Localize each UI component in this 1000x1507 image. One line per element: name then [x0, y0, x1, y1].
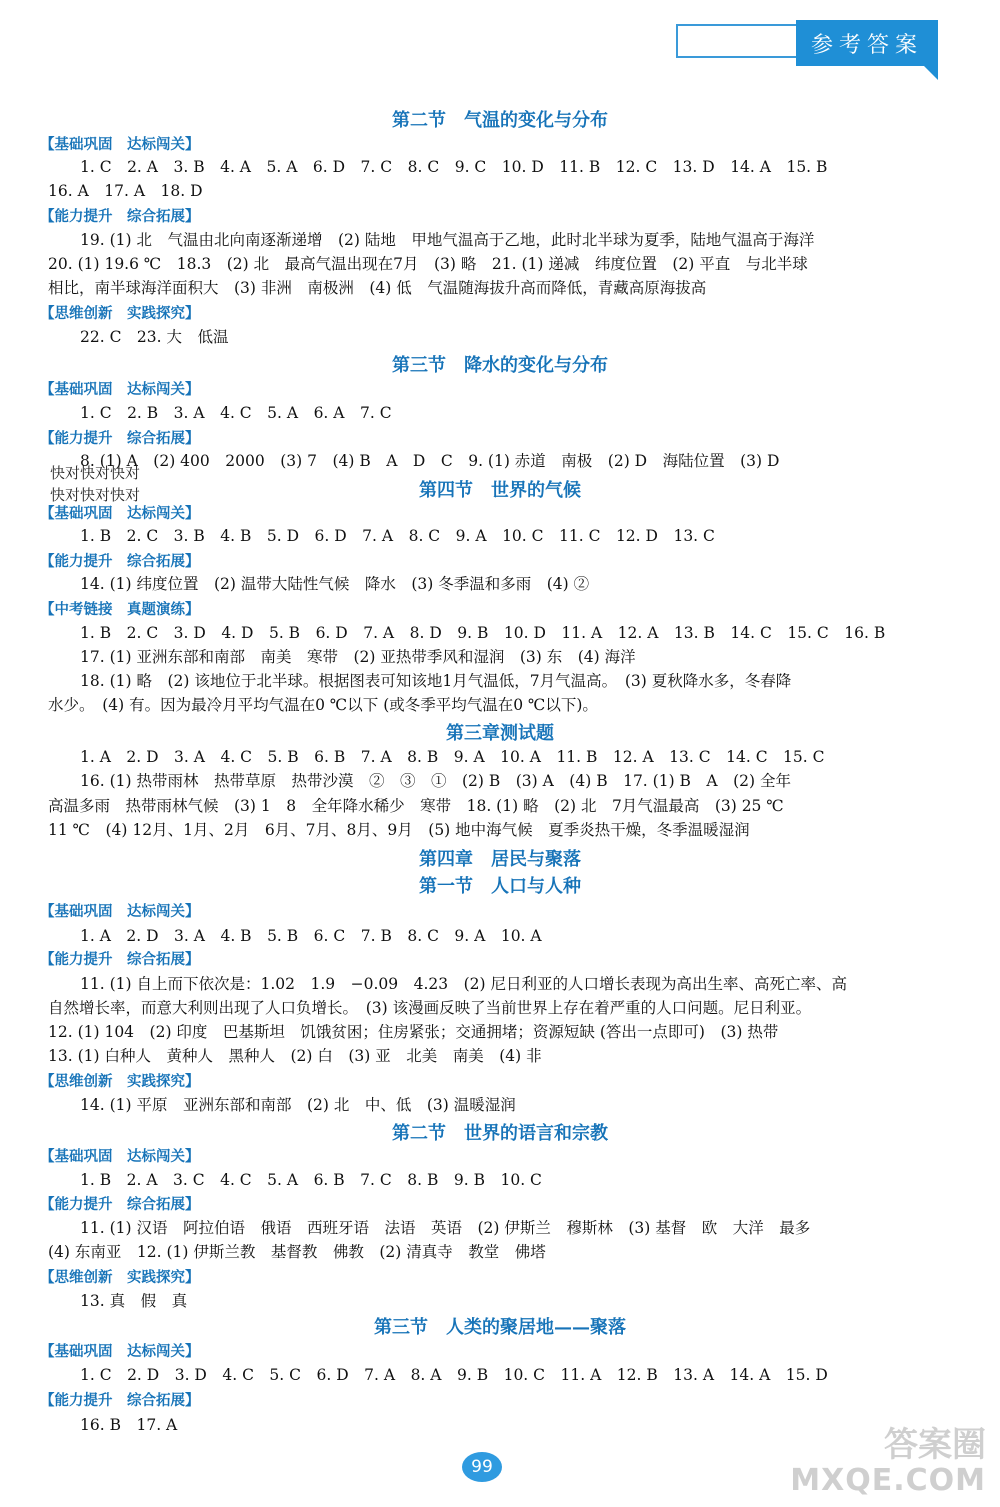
answer-line: 16. (1) 热带雨林 热带草原 热带沙漠 ② ③ ① (2) B (3) A (4) B 17. (1) B A (2) 全年	[80, 772, 792, 790]
section-tag: 【能力提升 综合拓展】	[40, 1197, 200, 1213]
answer-line: 1. B 2. C 3. B 4. B 5. D 6. D 7. A 8. C 9. A 10. C 11. C 12. D 13. C	[80, 527, 715, 545]
answer-line: 1. A 2. D 3. A 4. B 5. B 6. C 7. B 8. C 9. A 10. A	[80, 927, 542, 945]
handwritten-scribble: 快对快对快对 快对快对快对	[50, 464, 141, 504]
site-watermark	[790, 1427, 986, 1499]
answer-line: 16. A 17. A 18. D	[48, 182, 203, 200]
answer-line: 20. (1) 19.6 ℃ 18.3 (2) 北 最高气温出现在7月 (3) 略 21. (1) 递减 纬度位置 (2) 平直 与北半球	[48, 255, 808, 273]
answer-line: 13. (1) 白种人 黄种人 黑种人 (2) 白 (3) 亚 北美 南美 (4) 非	[48, 1047, 542, 1065]
answer-line: 14. (1) 纬度位置 (2) 温带大陆性气候 降水 (3) 冬季温和多雨 (4) ②	[80, 575, 590, 593]
answer-line: 13. 真 假 真	[80, 1292, 188, 1310]
section-tag: 【思维创新 实践探究】	[40, 1074, 200, 1090]
answer-line: 1. A 2. D 3. A 4. C 5. B 6. B 7. A 8. B 9. A 10. A 11. B 12. A 13. C 14. C 15. C	[80, 748, 825, 766]
answer-key-badge: 参考答案	[796, 20, 938, 66]
section-tag: 【能力提升 综合拓展】	[40, 431, 200, 447]
answer-line: 1. B 2. C 3. D 4. D 5. B 6. D 7. A 8. D 9. B 10. D 11. A 12. A 13. B 14. C 15. C 16. B	[80, 624, 886, 642]
page-number: 99	[462, 1452, 502, 1482]
answer-line: 1. C 2. D 3. D 4. C 5. C 6. D 7. A 8. A 9. B 10. C 11. A 12. B 13. A 14. A 15. D	[80, 1366, 828, 1384]
section-title: 第三节 人类的聚居地——聚落	[374, 1317, 626, 1338]
answer-line: 19. (1) 北 气温由北向南逐渐递增 (2) 陆地 甲地气温高于乙地，此时北半球为夏季，陆地气温高于海洋	[80, 231, 815, 249]
answer-line: 16. B 17. A	[80, 1416, 178, 1434]
section-title: 第二节 世界的语言和宗教	[392, 1123, 608, 1144]
answer-line: 11 ℃ (4) 12月、1月、2月 6月、7月、8月、9月 (5) 地中海气候 夏季炎热干燥，冬季温暖湿润	[48, 821, 750, 839]
answer-line: 14. (1) 平原 亚洲东部和南部 (2) 北 中、低 (3) 温暖湿润	[80, 1096, 516, 1114]
answer-line: 高温多雨 热带雨林气候 (3) 1 8 全年降水稀少 寒带 18. (1) 略 (2) 北 7月气温最高 (3) 25 ℃	[48, 797, 784, 815]
section-tag: 【思维创新 实践探究】	[40, 1270, 200, 1286]
answer-line: 17. (1) 亚洲东部和南部 南美 寒带 (2) 亚热带季风和湿润 (3) 东 (4) 海洋	[80, 648, 636, 666]
answer-line: 自然增长率，而意大利则出现了人口负增长。 (3) 该漫画反映了当前世界上存在着严重的人口问题。尼日利亚。	[48, 999, 812, 1017]
section-title: 第三章测试题	[446, 723, 554, 744]
section-tag: 【基础巩固 达标闯关】	[40, 382, 200, 398]
section-title: 第四节 世界的气候	[419, 480, 581, 501]
section-tag: 【能力提升 综合拓展】	[40, 554, 200, 570]
watermark-logo-text: 答案圈	[884, 1425, 986, 1465]
answer-line: 1. C 2. B 3. A 4. C 5. A 6. A 7. C	[80, 404, 392, 422]
answer-line: 22. C 23. 大 低温	[80, 328, 229, 346]
section-title: 第一节 人口与人种	[419, 876, 581, 897]
answer-line: 相比，南半球海洋面积大 (3) 非洲 南极洲 (4) 低 气温随海拔升高而降低，青藏高原海拔高	[48, 279, 707, 297]
badge-corner-decoration	[922, 64, 938, 80]
section-tag: 【基础巩固 达标闯关】	[40, 1149, 200, 1165]
section-tag: 【基础巩固 达标闯关】	[40, 506, 200, 522]
section-tag: 【基础巩固 达标闯关】	[40, 904, 200, 920]
answer-line: 1. B 2. A 3. C 4. C 5. A 6. B 7. C 8. B 9. B 10. C	[80, 1171, 542, 1189]
section-tag: 【思维创新 实践探究】	[40, 306, 200, 322]
section-title: 第三节 降水的变化与分布	[392, 355, 608, 376]
section-title: 第二节 气温的变化与分布	[392, 110, 608, 131]
section-tag: 【基础巩固 达标闯关】	[40, 137, 200, 153]
answer-line: 水少。 (4) 有。因为最冷月平均气温在0 ℃以下 (或冬季平均气温在0 ℃以下)。	[48, 696, 598, 714]
section-tag: 【基础巩固 达标闯关】	[40, 1344, 200, 1360]
answer-line: 12. (1) 104 (2) 印度 巴基斯坦 饥饿贫困；住房紧张；交通拥堵；资源短缺 (答出一点即可) (3) 热带	[48, 1023, 779, 1041]
answer-line: 11. (1) 自上而下依次是：1.02 1.9 −0.09 4.23 (2) 尼日利亚的人口增长表现为高出生率、高死亡率、高	[80, 975, 848, 993]
section-tag: 【能力提升 综合拓展】	[40, 209, 200, 225]
chapter-title: 第四章 居民与聚落	[419, 849, 581, 870]
section-tag: 【中考链接 真题演练】	[40, 602, 200, 618]
answer-line: (4) 东南亚 12. (1) 伊斯兰教 基督教 佛教 (2) 清真寺 教堂 佛塔	[48, 1243, 546, 1261]
answer-line: 18. (1) 略 (2) 该地位于北半球。根据图表可知该地1月气温低，7月气温高。 (3) 夏秋降水多，冬春降	[80, 672, 792, 690]
header-frame	[676, 24, 798, 58]
watermark-url: MXQE.COM	[790, 1463, 986, 1498]
section-tag: 【能力提升 综合拓展】	[40, 1393, 200, 1409]
answer-line: 11. (1) 汉语 阿拉伯语 俄语 西班牙语 法语 英语 (2) 伊斯兰 穆斯林 (3) 基督 欧 大洋 最多	[80, 1219, 811, 1237]
answer-line: 8. (1) A (2) 400 2000 (3) 7 (4) B A D C 9. (1) 赤道 南极 (2) D 海陆位置 (3) D	[80, 452, 780, 470]
answer-line: 1. C 2. A 3. B 4. A 5. A 6. D 7. C 8. C 9. C 10. D 11. B 12. C 13. D 14. A 15. B	[80, 158, 828, 176]
section-tag: 【能力提升 综合拓展】	[40, 952, 200, 968]
